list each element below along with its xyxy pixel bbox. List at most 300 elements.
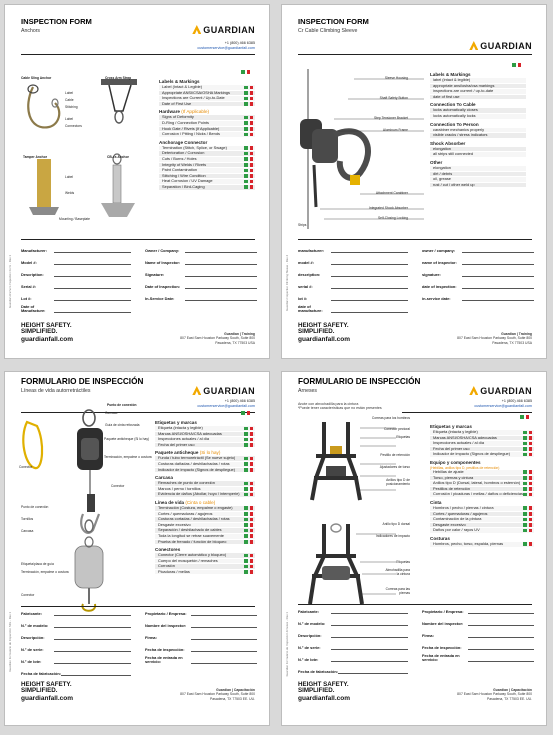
illus-label: Paquete anticheque (Si lo hay): [104, 437, 150, 441]
checklist-item[interactable]: Contaminación de la pintura: [430, 517, 534, 522]
fail-icon[interactable]: [250, 174, 254, 178]
manufacturer-field[interactable]: [331, 250, 408, 253]
inspection-page-anchors: [4, 4, 270, 359]
lot-field[interactable]: [54, 661, 131, 664]
fail-icon[interactable]: [529, 487, 533, 491]
in-service-date-field[interactable]: [191, 661, 257, 664]
fail-icon[interactable]: [250, 163, 254, 167]
model-field[interactable]: [54, 262, 131, 265]
illus-label: Etiquetas: [396, 560, 410, 564]
fail-icon[interactable]: [529, 506, 533, 510]
signature-field[interactable]: [185, 274, 257, 277]
checklist-item[interactable]: Inspecciones actuales / al día: [430, 441, 534, 446]
divider: [298, 239, 532, 240]
manufacture-date-field[interactable]: [338, 671, 408, 674]
checklist-section-title: Labels & Markings: [159, 79, 200, 84]
inspector-field[interactable]: [191, 625, 257, 628]
checklist-item[interactable]: Fecha del primer uso: [430, 447, 534, 452]
pass-icon[interactable]: [523, 476, 527, 480]
pass-icon[interactable]: [244, 506, 248, 510]
checklist-item[interactable]: date of first use: [430, 95, 526, 100]
harness-illustrations: [296, 416, 422, 612]
checklist-item[interactable]: Etiqueta (intacta y legible): [155, 426, 255, 431]
inspector-field[interactable]: [468, 623, 534, 626]
fail-icon[interactable]: [250, 438, 254, 442]
serial-field[interactable]: [54, 286, 131, 289]
pass-icon[interactable]: [523, 482, 527, 486]
inspector-field[interactable]: [462, 262, 534, 265]
fail-icon[interactable]: [529, 523, 533, 527]
pass-icon[interactable]: [244, 116, 248, 120]
fail-icon[interactable]: [250, 529, 254, 533]
pass-icon[interactable]: [244, 133, 248, 137]
illus-label: Welds: [65, 191, 75, 195]
fail-icon[interactable]: [250, 97, 254, 101]
checklist-item[interactable]: Pestillos de retención: [430, 487, 534, 492]
fail-icon[interactable]: [250, 116, 254, 120]
checklist-section-title: Costuras: [430, 535, 450, 541]
checklist-item[interactable]: Desgaste excesivo: [155, 523, 255, 528]
fail-icon[interactable]: [518, 63, 522, 67]
fail-icon[interactable]: [250, 457, 254, 461]
fail-icon[interactable]: [250, 152, 254, 156]
illus-label: Cross Arm Strap: [105, 76, 132, 80]
checklist-item[interactable]: Appropriate ANSI/CSA/OSHA Markings: [159, 91, 255, 96]
pass-icon[interactable]: [244, 427, 248, 431]
checklist-item[interactable]: D-Ring / Connection Points: [159, 121, 255, 126]
pass-icon[interactable]: [244, 534, 248, 538]
equipment-fields: Manufacturer: Model #: Description: Serial #: Lot #: Date of Manufacture:: [21, 241, 131, 313]
fail-icon[interactable]: [250, 91, 254, 95]
checklist-item[interactable]: Marcas ANSI/OSHA/CSA adecuadas: [155, 432, 255, 437]
pass-icon[interactable]: [244, 86, 248, 90]
checklist-item[interactable]: Label (Intact & Legible): [159, 85, 255, 90]
pass-icon[interactable]: [241, 70, 245, 74]
fail-icon[interactable]: [529, 482, 533, 486]
in-service-date-field[interactable]: [185, 298, 257, 301]
website-link[interactable]: guardianfall.com: [298, 695, 351, 703]
checklist-section-title: Etiquetas y marcas: [155, 420, 197, 425]
fail-icon[interactable]: [250, 559, 254, 563]
pass-fail-header: [512, 63, 521, 67]
pass-icon[interactable]: [244, 529, 248, 533]
pass-icon[interactable]: [244, 518, 248, 522]
manufacture-date-field[interactable]: [61, 673, 131, 676]
checklist-section-title: Paquete anticheque (Si lo hay): [155, 450, 221, 456]
fail-icon[interactable]: [250, 146, 254, 150]
fail-icon[interactable]: [250, 443, 254, 447]
inspection-date-field[interactable]: [462, 286, 534, 289]
illus-label: Self-Closing Locking: [377, 216, 408, 220]
illus-label: Terminación, empalme o costura: [21, 570, 69, 574]
checklist-item[interactable]: locks automatically closes: [430, 108, 526, 113]
checklist-item[interactable]: Funda / tubo termoretráctil (Se nueve sujeto): [155, 456, 255, 461]
illus-label: Sleeve Housing: [384, 76, 408, 80]
illus-label: Carcasa: [21, 529, 34, 533]
pass-icon[interactable]: [244, 487, 248, 491]
checklist-item[interactable]: Paint Contamination: [159, 168, 255, 173]
pass-icon[interactable]: [244, 146, 248, 150]
contact-info: [197, 41, 255, 51]
fail-icon[interactable]: [250, 565, 254, 569]
harness-drawing: [296, 416, 422, 612]
checklist-item[interactable]: Etiqueta (intacta y legible): [430, 430, 534, 435]
fail-icon[interactable]: [529, 542, 533, 546]
fail-icon[interactable]: [250, 169, 254, 173]
guardian-logo: GUARDIAN: [192, 386, 255, 396]
checklist-item[interactable]: rust / cut / other weld up: [430, 183, 526, 188]
illus-label: Label: [65, 91, 74, 95]
description-field[interactable]: [54, 637, 131, 640]
checklist-item[interactable]: Hombros / pecho / piernas / cintura: [430, 506, 534, 511]
checklist-item[interactable]: Indicador de impacto (Signos de despliegue): [155, 468, 255, 473]
manufacture-date-field[interactable]: [54, 310, 131, 313]
checklist-section-title: Hardware (If Applicable): [159, 109, 210, 115]
phone: +1 (800) 466 6385: [501, 399, 532, 403]
phone: +1 (800) 466 6385: [224, 399, 255, 403]
fail-icon[interactable]: [529, 431, 533, 435]
manufacturer-field[interactable]: [54, 250, 131, 253]
pass-icon[interactable]: [244, 554, 248, 558]
checklist-item[interactable]: Deterioration / Corrosion: [159, 151, 255, 156]
model-field[interactable]: [54, 625, 131, 628]
illus-label: Anillo tipo D dorsal: [382, 522, 410, 526]
illus-label: Tornillos: [21, 517, 34, 521]
fail-icon[interactable]: [250, 570, 254, 574]
guardian-logo: GUARDIAN: [192, 25, 255, 35]
side-note: Guardian Inspection Climbing Sleeve - Rev 4: [285, 255, 289, 311]
checklist-item[interactable]: Corrosion / Pitting / Nicks / Bends: [159, 132, 255, 137]
checklist-section-title: Equipo y componentes (Hebillas, anillos tipo D, pestillos de retención): [430, 459, 500, 470]
brand-block: HEIGHT SAFETY. SIMPLIFIED. guardianfall.com: [298, 322, 351, 344]
fail-icon[interactable]: [529, 493, 533, 497]
pass-icon[interactable]: [244, 163, 248, 167]
pass-icon[interactable]: [523, 431, 527, 435]
fail-icon[interactable]: [250, 102, 254, 106]
checklist-item[interactable]: Hook Gate / Rivets (If Applicable): [159, 127, 255, 132]
serial-field[interactable]: [54, 649, 131, 652]
fail-icon[interactable]: [529, 436, 533, 440]
checklist-item[interactable]: Torso, piernas y cintura: [430, 476, 534, 481]
checklist-item[interactable]: Cortes / quemaduras / agujeros: [155, 512, 255, 517]
pass-icon[interactable]: [523, 470, 527, 474]
checklist-item[interactable]: Anillos tipo D (Dorsal, lateral, hombros o esternón): [430, 481, 534, 486]
fail-icon[interactable]: [529, 447, 533, 451]
checklist-item[interactable]: Marcas ANSI/OSHA/CSA adecuadas: [430, 436, 534, 441]
checklist-item[interactable]: Integrity of Welds / Rivets: [159, 163, 255, 168]
checklist-item[interactable]: all strips still connected: [430, 152, 526, 157]
fail-icon[interactable]: [529, 512, 533, 516]
manufacturer-field[interactable]: [331, 611, 408, 614]
pass-icon[interactable]: [520, 415, 524, 419]
fail-icon[interactable]: [250, 512, 254, 516]
guardian-mark-icon: [192, 386, 201, 395]
pass-icon[interactable]: [244, 127, 248, 131]
pass-icon[interactable]: [244, 157, 248, 161]
website-link[interactable]: guardianfall.com: [21, 695, 74, 703]
fail-icon[interactable]: [250, 185, 254, 189]
fail-icon[interactable]: [250, 462, 254, 466]
pass-fail-header: [241, 411, 250, 415]
guardian-logo: GUARDIAN: [469, 386, 532, 396]
fail-icon[interactable]: [250, 180, 254, 184]
fail-icon[interactable]: [250, 468, 254, 472]
pass-icon[interactable]: [244, 482, 248, 486]
pass-icon[interactable]: [523, 542, 527, 546]
checklist-section-title: Labels & Markings: [430, 72, 471, 77]
checklist-item[interactable]: inspections are current / up-to-date: [430, 89, 526, 94]
fail-icon[interactable]: [529, 442, 533, 446]
in-service-date-field[interactable]: [468, 659, 534, 662]
fail-icon[interactable]: [250, 432, 254, 436]
owner-field[interactable]: [462, 250, 534, 253]
fail-icon[interactable]: [529, 470, 533, 474]
website-link[interactable]: guardianfall.com: [21, 336, 74, 344]
fail-icon[interactable]: [250, 506, 254, 510]
owner-field[interactable]: [468, 611, 534, 614]
fail-icon[interactable]: [250, 157, 254, 161]
checklist-item[interactable]: Costuras cortadas / deshilachadas / rotas: [155, 517, 255, 522]
pass-icon[interactable]: [523, 493, 527, 497]
lot-field[interactable]: [331, 659, 408, 662]
pass-icon[interactable]: [523, 436, 527, 440]
pass-fail-header: [520, 415, 529, 419]
checklist-item[interactable]: oil, grease: [430, 177, 526, 182]
email-link[interactable]: customerservice@guardianfall.com: [474, 404, 532, 408]
checklist-item[interactable]: Hebillas de ajuste: [430, 470, 534, 475]
pass-icon[interactable]: [244, 91, 248, 95]
pass-icon[interactable]: [523, 447, 527, 451]
divider: [402, 412, 532, 413]
checklist-item[interactable]: carabiner mechanics properly: [430, 128, 526, 133]
checklist-item[interactable]: Remaches de punto de conexión: [155, 481, 255, 486]
pass-icon[interactable]: [244, 180, 248, 184]
checklist-item[interactable]: appropriate ansi/osha/csa markings: [430, 84, 526, 89]
harness-note: Anote con abrochadilla para la cintura *Puede tener características que no están presentes: [298, 402, 382, 411]
checklist-item[interactable]: Costuras dañadas / deshilachadas / rotas: [155, 462, 255, 467]
pass-icon[interactable]: [244, 432, 248, 436]
checklist-section-title: Cinta: [430, 499, 442, 505]
checklist-item[interactable]: Corrosión: [155, 564, 255, 569]
illus-label: Integrated Shock Absorber: [368, 206, 408, 210]
checklist-item[interactable]: Terminación (Costura, empalme o engaste): [155, 506, 255, 511]
checklist-item[interactable]: Fecha del primer uso: [155, 443, 255, 448]
fail-icon[interactable]: [529, 453, 533, 457]
checklist-item[interactable]: Evidencia de daños (Abollar, hoyo / intemperie): [155, 492, 255, 497]
checklist-item[interactable]: Termination (Stitch, Splice, or Swage): [159, 146, 255, 151]
page-title: INSPECTION FORM: [298, 17, 369, 26]
checklist-item[interactable]: Inspecciones actuales / al día: [155, 437, 255, 442]
checklist-item[interactable]: label (intact & legible): [430, 78, 526, 83]
inspector-field[interactable]: [185, 262, 257, 265]
lot-field[interactable]: [54, 298, 131, 301]
inspection-date-field[interactable]: [185, 286, 257, 289]
pass-icon[interactable]: [244, 438, 248, 442]
fail-icon[interactable]: [250, 534, 254, 538]
signature-field[interactable]: [462, 274, 534, 277]
fail-icon[interactable]: [250, 540, 254, 544]
checklist-item[interactable]: Desgaste excesivo: [430, 523, 534, 528]
fail-icon[interactable]: [250, 427, 254, 431]
inspection-date-field[interactable]: [191, 649, 257, 652]
fail-icon[interactable]: [250, 133, 254, 137]
signature-field[interactable]: [468, 635, 534, 638]
illus-label: Correas para las piernas: [385, 587, 410, 595]
email-link[interactable]: customerservice@guardianfall.com: [197, 46, 255, 50]
pass-icon[interactable]: [244, 493, 248, 497]
illus-label: Conector pectoral: [383, 427, 410, 431]
checklist-item[interactable]: Picaduras / mellas: [155, 570, 255, 575]
pass-icon[interactable]: [523, 442, 527, 446]
fail-icon[interactable]: [529, 529, 533, 533]
pass-fail-header: [241, 70, 250, 74]
anchor-illustrations: [19, 67, 147, 227]
inspection-page-harness: [281, 371, 547, 726]
footer-address: Guardian | Training 807 East Sam Houston Parkway South, Suite 800 Pasadena, TX 77503 USA: [180, 332, 255, 345]
checklist-item[interactable]: Conector (Cierre automático y bloqueo): [155, 553, 255, 558]
pass-icon[interactable]: [244, 102, 248, 106]
checklist-item[interactable]: Daños por calor / rayos UV: [430, 528, 534, 533]
lot-field[interactable]: [331, 298, 408, 301]
pass-icon[interactable]: [244, 457, 248, 461]
inspection-fields: owner / company: name of inspector: signature: date of inspection: in-service date:: [422, 241, 534, 301]
inspection-fields: Owner / Company: Name of Inspector: Signature: Date of Inspection: In-Service Date:: [145, 241, 257, 301]
checklist-item[interactable]: Cortes / quemaduras / agujeros: [430, 512, 534, 517]
checklist-item[interactable]: Prueba de frenado / función de bloqueo: [155, 540, 255, 545]
checklist-item[interactable]: locks automatically locks: [430, 114, 526, 119]
pass-icon[interactable]: [244, 565, 248, 569]
illus-label: CB-cs Anchor: [107, 155, 129, 159]
checklist-item[interactable]: Inspections are Current / Up-to-Date: [159, 96, 255, 101]
page-subtitle: Cr Cable Climbing Sleeve: [298, 28, 358, 34]
checklist-item[interactable]: Hombros, pecho, torso, espalda, piernas: [430, 542, 534, 547]
checklist-item[interactable]: Separation / Bird-Caging: [159, 185, 255, 190]
illus-label: Label: [65, 117, 74, 121]
pass-icon[interactable]: [244, 523, 248, 527]
illus-label: Step Tensioner Bracket: [373, 116, 408, 120]
fail-icon[interactable]: [250, 493, 254, 497]
checklist-item[interactable]: Date of First Use: [159, 102, 255, 107]
pass-icon[interactable]: [512, 63, 516, 67]
checklist-item[interactable]: Signs of Deformity: [159, 115, 255, 120]
checklist-item[interactable]: visible cracks / stress indicators: [430, 133, 526, 138]
brand-block: HEIGHT SAFETY. SIMPLIFIED. guardianfall.com: [298, 681, 351, 703]
sleeve-illustration: [294, 69, 424, 229]
contact-info: [197, 399, 255, 409]
pass-icon[interactable]: [244, 570, 248, 574]
signature-field[interactable]: [191, 637, 257, 640]
climbing-sleeve-drawing: [294, 69, 424, 229]
checklist-item[interactable]: Corrosión / picaduras / mellas / daños o deficiencias: [430, 492, 534, 497]
fail-icon[interactable]: [247, 411, 251, 415]
illus-label: Anillos tipo D de posicionamiento: [386, 478, 410, 486]
pass-icon[interactable]: [523, 512, 527, 516]
illus-label: Carcasa: [105, 411, 118, 415]
owner-field[interactable]: [191, 613, 257, 616]
checklist-section-title: Connection To Cable: [430, 102, 476, 108]
description-field[interactable]: [54, 274, 131, 277]
inspection-date-field[interactable]: [468, 647, 534, 650]
pass-icon[interactable]: [244, 152, 248, 156]
illus-label: Indicadores de impacto: [375, 534, 410, 538]
fail-icon[interactable]: [250, 482, 254, 486]
fail-icon[interactable]: [250, 127, 254, 131]
description-field[interactable]: [331, 274, 408, 277]
pass-icon[interactable]: [241, 411, 245, 415]
guardian-mark-icon: [469, 386, 478, 395]
manufacturer-field[interactable]: [54, 613, 131, 616]
fail-icon[interactable]: [250, 523, 254, 527]
fail-icon[interactable]: [250, 518, 254, 522]
fail-icon[interactable]: [247, 70, 251, 74]
owner-field[interactable]: [185, 250, 257, 253]
pass-icon[interactable]: [244, 97, 248, 101]
fail-icon[interactable]: [529, 476, 533, 480]
pass-icon[interactable]: [244, 559, 248, 563]
checklist-item[interactable]: Separación / deshilachado de cables: [155, 528, 255, 533]
checklist-item[interactable]: Cuts / Burns / Holes: [159, 157, 255, 162]
pass-icon[interactable]: [244, 512, 248, 516]
fail-icon[interactable]: [250, 121, 254, 125]
fail-icon[interactable]: [250, 487, 254, 491]
serial-field[interactable]: [331, 647, 408, 650]
fail-icon[interactable]: [250, 86, 254, 90]
manufacture-date-field[interactable]: [331, 310, 408, 313]
checklist-item[interactable]: elongation: [430, 166, 526, 171]
pass-icon[interactable]: [523, 453, 527, 457]
pass-icon[interactable]: [244, 540, 248, 544]
checklist-item[interactable]: Stitching / Wire Condition: [159, 174, 255, 179]
checklist-item[interactable]: Marcos / perno / tornillos: [155, 487, 255, 492]
checklist-item[interactable]: Heat Corrosion / UV Damage: [159, 179, 255, 184]
description-field[interactable]: [331, 635, 408, 638]
checklist-item[interactable]: dirt / debris: [430, 172, 526, 177]
pass-icon[interactable]: [244, 468, 248, 472]
checklist-section-title: Etiquetas y marcas: [430, 424, 472, 429]
checklist-item[interactable]: elongation: [430, 147, 526, 152]
illus-label: Stitching: [65, 105, 78, 109]
checklist-section-title: Anchorage Connector: [159, 139, 208, 145]
phone: +1 (800) 466 6385: [224, 41, 255, 45]
email-link[interactable]: customerservice@guardianfall.com: [197, 404, 255, 408]
pass-icon[interactable]: [523, 523, 527, 527]
website-link[interactable]: guardianfall.com: [298, 336, 351, 344]
illus-label: Pestillo de retención: [380, 453, 410, 457]
divider: [298, 54, 532, 55]
footer-address: Guardian | Capacitación 807 East Sam Houston Parkway South, Suite 800 Pasadena, TX 77503 EE. UU.: [457, 688, 532, 701]
checklist-item[interactable]: Toda la longitud se retrae suavemente: [155, 534, 255, 539]
fail-icon[interactable]: [250, 554, 254, 558]
pass-icon[interactable]: [523, 518, 527, 522]
serial-field[interactable]: [331, 286, 408, 289]
checklist-item[interactable]: Indicador de impacto (Signos de despliegue): [430, 452, 534, 457]
model-field[interactable]: [331, 262, 408, 265]
fail-icon[interactable]: [526, 415, 530, 419]
pass-icon[interactable]: [244, 121, 248, 125]
model-field[interactable]: [331, 623, 408, 626]
pass-icon[interactable]: [523, 506, 527, 510]
pass-icon[interactable]: [244, 169, 248, 173]
pass-icon[interactable]: [523, 529, 527, 533]
pass-icon[interactable]: [244, 174, 248, 178]
pass-icon[interactable]: [523, 487, 527, 491]
pass-icon[interactable]: [244, 462, 248, 466]
in-service-date-field[interactable]: [462, 298, 534, 301]
pass-icon[interactable]: [244, 443, 248, 447]
pass-icon[interactable]: [244, 185, 248, 189]
checklist-item[interactable]: Cuerpo del mosquetón / remaches: [155, 559, 255, 564]
fail-icon[interactable]: [529, 518, 533, 522]
